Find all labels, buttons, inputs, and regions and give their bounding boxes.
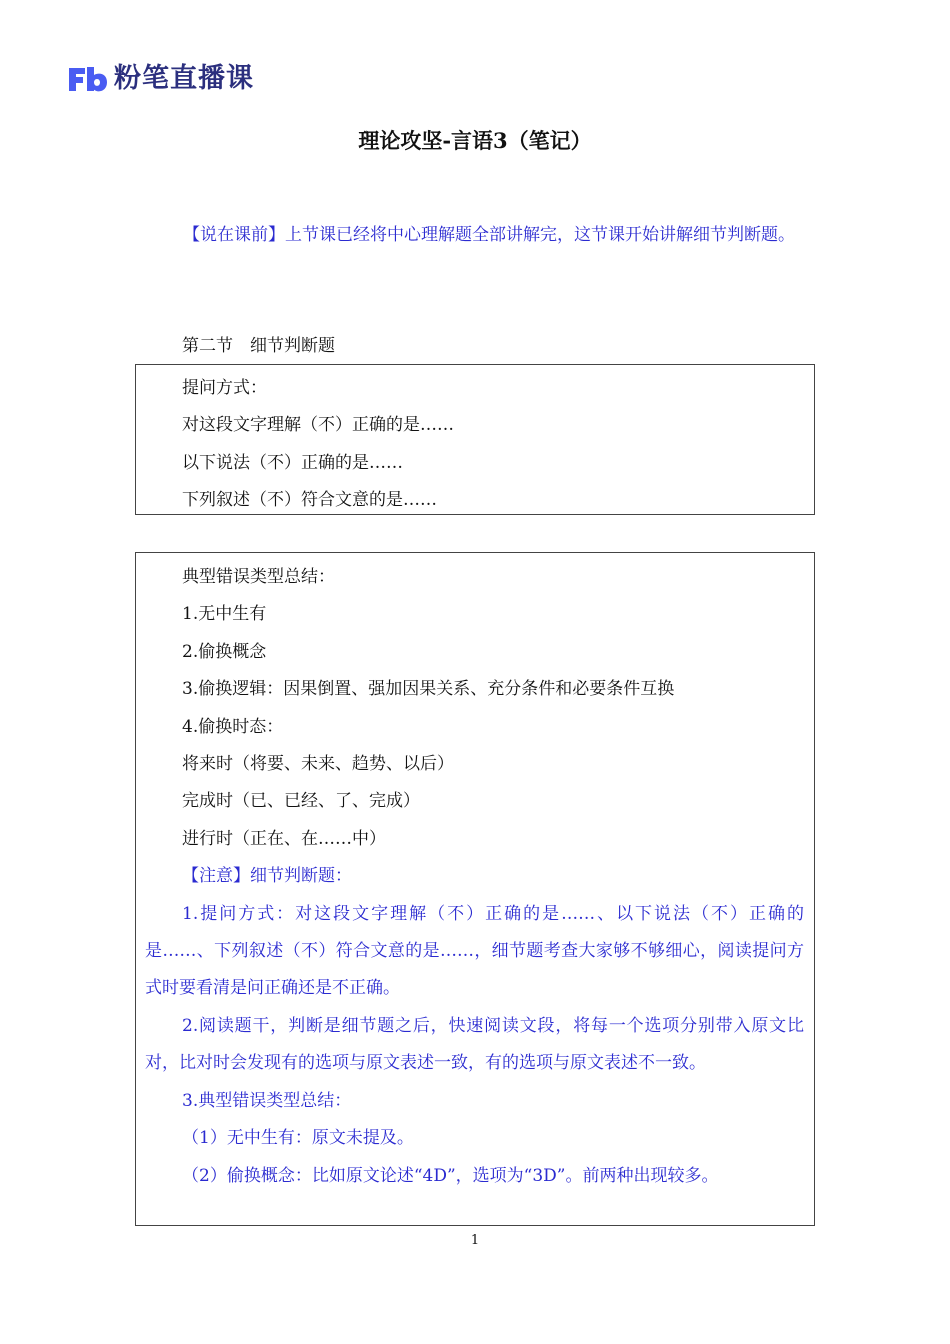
box-line: 以下说法（不）正确的是…… [182, 452, 403, 473]
section-heading: 第二节 细节判断题 [182, 336, 335, 356]
note-paragraph: （2）偷换概念：比如原文论述“4D”，选项为“3D”。前两种出现较多。 [182, 1165, 719, 1186]
box-line: 下列叙述（不）符合文意的是…… [182, 490, 437, 511]
box-line: 提问方式： [182, 378, 267, 398]
box-line: 2.偷换概念 [182, 641, 267, 662]
box-line: 1.无中生有 [182, 604, 267, 625]
box-line: 对这段文字理解（不）正确的是…… [182, 415, 454, 436]
box-line: 4.偷换时态： [182, 716, 284, 737]
error-types-box [135, 552, 815, 1226]
box-line: 完成时（已、已经、了、完成） [182, 791, 420, 812]
box-line: 3.偷换逻辑：因果倒置、强加因果关系、充分条件和必要条件互换 [182, 679, 675, 700]
note-paragraph: （1）无中生有：原文未提及。 [182, 1128, 414, 1149]
note-heading: 【注意】细节判断题： [182, 866, 352, 887]
intro-paragraph: 【说在课前】上节课已经将中心理解题全部讲解完，这节课开始讲解细节判断题。 [183, 225, 795, 245]
question-format-box [135, 364, 815, 515]
page-title: 理论攻坚-言语3（笔记） [358, 128, 592, 153]
note-paragraph: 3.典型错误类型总结： [182, 1090, 352, 1111]
brand-logo [66, 62, 254, 96]
box-line: 进行时（正在、在……中） [182, 828, 386, 849]
box-line: 将来时（将要、未来、趋势、以后） [182, 754, 454, 775]
note-paragraph: 1.提问方式：对这段文字理解（不）正确的是……、以下说法（不）正确的是……、下列叙述（不）符合文意的是……，细节题考查大家够不够细心，阅读提问方式时要看清是问正确还是不正确。 [145, 903, 804, 999]
box-line: 典型错误类型总结： [182, 567, 335, 587]
note-paragraph: 2.阅读题干，判断是细节题之后，快速阅读文段，将每一个选项分别带入原文比对，比对时会发现有的选项与原文表述一致，有的选项与原文表述不一致。 [145, 1015, 804, 1074]
page-number: 1 [470, 1233, 480, 1248]
logo-text: 粉笔直播课 [114, 63, 254, 94]
fb-logo-icon [66, 64, 108, 94]
